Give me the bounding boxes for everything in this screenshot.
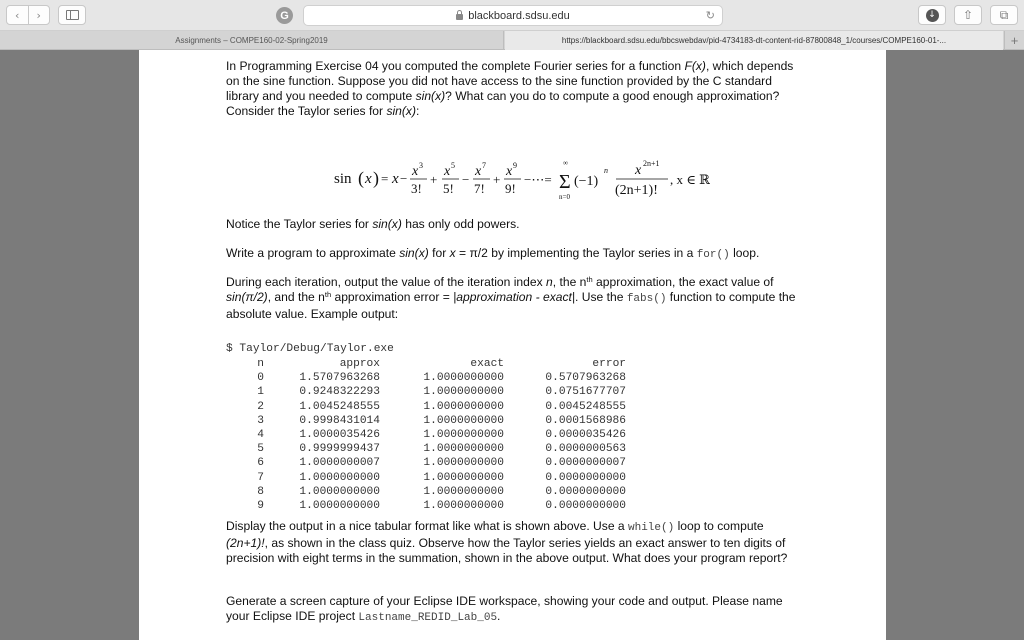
cell-exact: 1.0000000000 <box>423 485 504 498</box>
formula-sum-top: ∞ <box>563 159 568 167</box>
table-row <box>226 456 646 470</box>
example-command: $ Taylor/Debug/Taylor.exe <box>226 343 394 355</box>
cell-error: 0.0000000563 <box>545 443 626 456</box>
url-text: blackboard.sdsu.edu <box>468 9 570 22</box>
intro-paragraph: In Programming Exercise 04 you computed the complete Fourier series for a function F(x), which depends on the sine function. Suppose you did not have access to the sine function provided by the C standard library and you needed to compute sin(x)? What can you do to compute a good enough approximation? Consider the Taylor series for sin(x): <box>226 59 794 118</box>
cell-n: 1 <box>257 386 264 399</box>
cell-exact: 1.0000000000 <box>423 414 504 427</box>
table-row <box>226 385 646 399</box>
cell-exact: 1.0000000000 <box>423 443 504 456</box>
cell-error: 0.0000000000 <box>545 471 626 484</box>
formula-den3: 3! <box>411 181 422 196</box>
table-row <box>226 428 646 442</box>
cell-error: 0.0000000007 <box>545 457 626 470</box>
header-approx: approx <box>339 358 380 370</box>
formula-den9: 9! <box>505 181 516 196</box>
formula-paren: ) <box>373 168 379 188</box>
cell-n: 6 <box>257 457 264 470</box>
cell-error: 0.5707963268 <box>545 372 626 385</box>
formula-x9: x <box>506 164 513 179</box>
cell-exact: 1.0000000000 <box>423 428 504 441</box>
cell-error: 0.0045248555 <box>545 400 626 413</box>
formula-frac-x: x <box>635 163 642 178</box>
cell-n: 7 <box>257 471 264 484</box>
screen-capture-paragraph: Generate a screen capture of your Eclipse IDE workspace, showing your code and output. Please name your Eclipse IDE project Lastname_REDID_Lab_05. <box>226 594 783 624</box>
nav-buttons <box>6 5 50 25</box>
display-output-paragraph: Display the output in a nice tabular format like what is shown above. Use a while() loop to compute (2n+1)!, as shown in the class quiz. Observe how the Taylor series yields an exact answer to ten digits of precision with eight terms in the summation, shown in the above output. What does your program report? <box>226 519 788 565</box>
formula-n-exp: n <box>604 166 608 175</box>
show-tabs-button[interactable] <box>990 5 1018 25</box>
formula-x: x <box>392 171 399 187</box>
formula-x3: x <box>412 164 419 179</box>
new-tab-button[interactable]: + <box>1004 31 1024 50</box>
header-error: error <box>592 358 626 370</box>
formula-sin: sin <box>334 171 352 187</box>
formula-equals: = <box>381 171 389 186</box>
table-row <box>226 471 646 485</box>
cell-n: 9 <box>257 499 264 512</box>
cell-exact: 1.0000000000 <box>423 471 504 484</box>
cell-exact: 1.0000000000 <box>423 400 504 413</box>
cell-n: 8 <box>257 485 264 498</box>
cell-error: 0.0001568986 <box>545 414 626 427</box>
formula-sum-bottom: n=0 <box>559 193 570 201</box>
share-icon: ⇧ <box>962 8 974 22</box>
downloads-button[interactable] <box>918 5 946 25</box>
sidebar-icon <box>66 10 79 20</box>
cell-n: 0 <box>257 372 264 385</box>
formula-minus: − <box>462 172 470 187</box>
formula-neg-one: (−1) <box>574 174 599 189</box>
back-icon[interactable]: ‹ <box>15 8 20 22</box>
formula-exp5: 5 <box>451 161 455 170</box>
cell-approx: 1.0000000000 <box>299 485 380 498</box>
odd-powers-paragraph: Notice the Taylor series for sin(x) has only odd powers. <box>226 217 520 231</box>
tab-assignment-pdf[interactable] <box>505 31 1003 50</box>
table-row <box>226 414 646 428</box>
formula-exp9: 9 <box>513 161 517 170</box>
cell-exact: 1.0000000000 <box>423 457 504 470</box>
tabs-icon: ⧉ <box>999 7 1009 22</box>
reload-icon[interactable]: ↻ <box>705 9 715 22</box>
tab-label: Assignments – COMPE160-02-Spring2019 <box>175 36 328 45</box>
table-row <box>226 400 646 414</box>
table-row <box>226 499 646 513</box>
cell-error: 0.0751677707 <box>545 386 626 399</box>
formula-plus: + <box>430 172 438 187</box>
tab-label: https://blackboard.sdsu.edu/bbcswebdav/pid-4734183-dt-content-rid-87800848_1/courses/COMPE160-01-... <box>561 36 947 45</box>
iteration-paragraph: During each iteration, output the value of the iteration index n, the $n^{th}$ approximation, the exact value of sin(π/2), and the $n^{th}$ approximation error = |approximation - exact|. Use the fabs() function to compute the absolute value. Example output: <box>226 275 796 321</box>
cell-n: 4 <box>257 428 264 441</box>
formula-ellipsis: −⋯= <box>524 172 552 187</box>
cell-n: 3 <box>257 414 264 427</box>
cell-exact: 1.0000000000 <box>423 499 504 512</box>
formula-domain: , x ∈ ℝ <box>670 172 710 187</box>
header-exact: exact <box>470 358 504 370</box>
formula-den7: 7! <box>474 181 485 196</box>
cell-approx: 1.5707963268 <box>299 372 380 385</box>
cell-error: 0.0000000000 <box>545 499 626 512</box>
lock-icon <box>456 14 463 20</box>
formula-sigma: Σ <box>559 171 571 193</box>
address-bar[interactable] <box>303 5 723 26</box>
formula-x5: x <box>444 164 451 179</box>
cell-approx: 0.9999999437 <box>299 443 380 456</box>
formula-exp3: 3 <box>419 161 423 170</box>
table-row <box>226 485 646 499</box>
table-row <box>226 442 646 456</box>
cell-n: 2 <box>257 400 264 413</box>
share-button[interactable] <box>954 5 982 25</box>
browser-toolbar <box>0 0 1024 31</box>
cell-approx: 1.0000000000 <box>299 499 380 512</box>
cell-error: 0.0000035426 <box>545 428 626 441</box>
table-header-row <box>226 357 646 371</box>
cell-n: 5 <box>257 443 264 456</box>
sidebar-button[interactable] <box>58 5 86 25</box>
formula-exp7: 7 <box>482 161 486 170</box>
cell-approx: 1.0000000000 <box>299 471 380 484</box>
forward-icon[interactable]: › <box>28 6 50 24</box>
download-icon: ↓ <box>926 9 939 22</box>
formula-den5: 5! <box>443 181 454 196</box>
formula-plus: + <box>493 172 501 187</box>
formula-frac-exp: 2n+1 <box>643 159 660 168</box>
cell-approx: 1.0045248555 <box>299 400 380 413</box>
example-output-table <box>226 357 646 513</box>
taylor-series-formula <box>334 151 804 207</box>
table-row <box>226 371 646 385</box>
cell-approx: 0.9248322293 <box>299 386 380 399</box>
cell-approx: 0.9998431014 <box>299 414 380 427</box>
cell-approx: 1.0000000007 <box>299 457 380 470</box>
formula-var: x <box>365 171 372 187</box>
cell-approx: 1.0000035426 <box>299 428 380 441</box>
formula-frac-den: (2n+1)! <box>615 183 658 198</box>
formula-paren: ( <box>358 168 364 188</box>
document-page <box>139 50 886 640</box>
cell-exact: 1.0000000000 <box>423 386 504 399</box>
cell-exact: 1.0000000000 <box>423 372 504 385</box>
formula-x7: x <box>475 164 482 179</box>
write-program-paragraph: Write a program to approximate sin(x) for x = π/2 by implementing the Taylor series in a for() loop. <box>226 246 760 261</box>
tab-bar <box>0 31 1024 50</box>
header-n: n <box>257 358 264 370</box>
tab-assignments[interactable] <box>0 31 504 50</box>
extension-icon[interactable]: G <box>276 7 293 24</box>
formula-minus: − <box>400 171 408 186</box>
cell-error: 0.0000000000 <box>545 485 626 498</box>
